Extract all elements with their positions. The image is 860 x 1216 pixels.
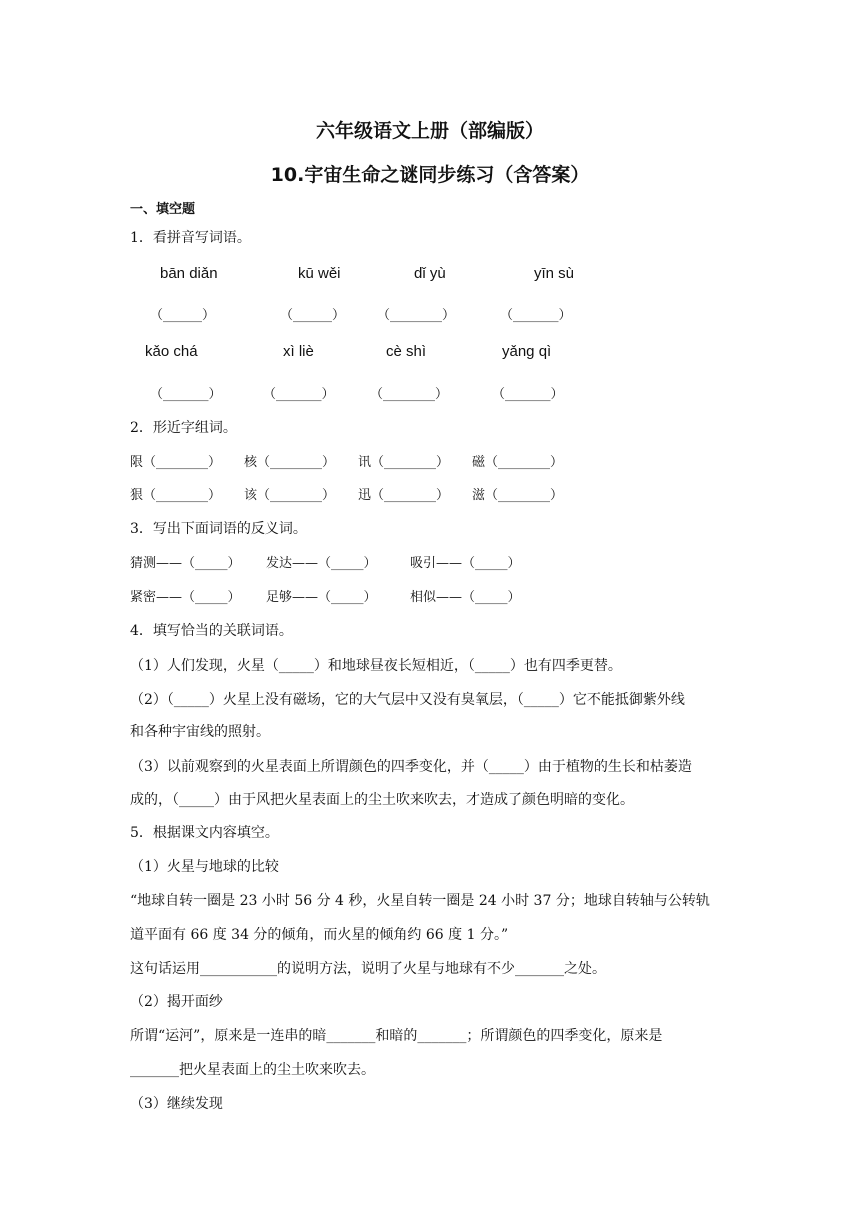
question-5-fill: 这句话运用___________的说明方法，说明了火星与地球有不少_______之处。 <box>130 961 606 977</box>
question-5-fill: 所谓“运河”，原来是一连串的暗_______和暗的_______；所谓颜色的四季变化，原来是 <box>130 1028 663 1044</box>
answer-blank[interactable]: （________） <box>370 387 449 402</box>
section-heading: 一、填空题 <box>130 202 196 217</box>
word-group-item[interactable]: 限（________） <box>130 455 222 470</box>
question-5-subheading: （2）揭开面纱 <box>130 994 223 1010</box>
question-4-sentence: 和各种宇宙线的照射。 <box>130 724 270 740</box>
antonym-item[interactable]: 发达——（_____） <box>266 556 377 571</box>
question-5-fill: _______把火星表面上的尘土吹来吹去。 <box>130 1062 375 1078</box>
pinyin-item: bān diǎn <box>160 265 218 282</box>
question-4-sentence: 成的，（_____）由于风把火星表面上的尘土吹来吹去，才造成了颜色明暗的变化。 <box>130 792 634 808</box>
answer-blank[interactable]: （_______） <box>150 387 222 402</box>
word-group-item[interactable]: 核（________） <box>244 455 336 470</box>
pinyin-item: kū wěi <box>298 265 341 282</box>
answer-blank[interactable]: （_______） <box>500 308 572 323</box>
question-5-quote: “地球自转一圈是 23 小时 56 分 4 秒，火星自转一圈是 24 小时 37 分；地球自转轴与公转轨 <box>130 893 710 909</box>
question-4-prompt: 4．填写恰当的关联词语。 <box>130 623 293 639</box>
answer-blank[interactable]: （______） <box>150 308 216 323</box>
question-1-prompt: 1．看拼音写词语。 <box>130 230 251 246</box>
antonym-item[interactable]: 猜测——（_____） <box>130 556 241 571</box>
pinyin-item: xì liè <box>283 343 314 360</box>
answer-blank[interactable]: （_______） <box>492 387 564 402</box>
word-group-item[interactable]: 讯（________） <box>358 455 450 470</box>
antonym-item[interactable]: 足够——（_____） <box>266 590 377 605</box>
question-5-prompt: 5．根据课文内容填空。 <box>130 825 279 841</box>
word-group-item[interactable]: 狠（________） <box>130 488 222 503</box>
question-3-prompt: 3．写出下面词语的反义词。 <box>130 521 307 537</box>
question-4-sentence: （2）（_____）火星上没有磁场，它的大气层中又没有臭氧层，（_____）它不能抵御紫外线 <box>130 692 685 708</box>
answer-blank[interactable]: （_______） <box>263 387 335 402</box>
question-5-quote: 道平面有 66 度 34 分的倾角，而火星的倾角约 66 度 1 分。” <box>130 927 509 943</box>
word-group-item[interactable]: 磁（________） <box>472 455 564 470</box>
document-title: 六年级语文上册（部编版） <box>315 120 544 142</box>
question-4-sentence: （1）人们发现，火星（_____）和地球昼夜长短相近，（_____）也有四季更替。 <box>130 658 622 674</box>
answer-blank[interactable]: （________） <box>377 308 456 323</box>
antonym-item[interactable]: 相似——（_____） <box>410 590 521 605</box>
pinyin-item: yīn sù <box>534 265 575 282</box>
antonym-item[interactable]: 紧密——（_____） <box>130 590 241 605</box>
question-5-subheading: （3）继续发现 <box>130 1096 223 1112</box>
pinyin-item: yǎng qì <box>502 343 552 360</box>
answer-blank[interactable]: （______） <box>280 308 346 323</box>
word-group-item[interactable]: 滋（________） <box>472 488 564 503</box>
pinyin-item: kǎo chá <box>145 343 198 360</box>
pinyin-item: cè shì <box>386 343 427 360</box>
document-subtitle: 10.宇宙生命之谜同步练习（含答案） <box>270 164 590 186</box>
question-4-sentence: （3）以前观察到的火星表面上所谓颜色的四季变化，并（_____）由于植物的生长和枯萎造 <box>130 759 692 775</box>
pinyin-item: dǐ yù <box>414 265 446 282</box>
word-group-item[interactable]: 迅（________） <box>358 488 450 503</box>
question-5-subheading: （1）火星与地球的比较 <box>130 859 279 875</box>
question-2-prompt: 2．形近字组词。 <box>130 420 237 436</box>
antonym-item[interactable]: 吸引——（_____） <box>410 556 521 571</box>
word-group-item[interactable]: 该（________） <box>244 488 336 503</box>
